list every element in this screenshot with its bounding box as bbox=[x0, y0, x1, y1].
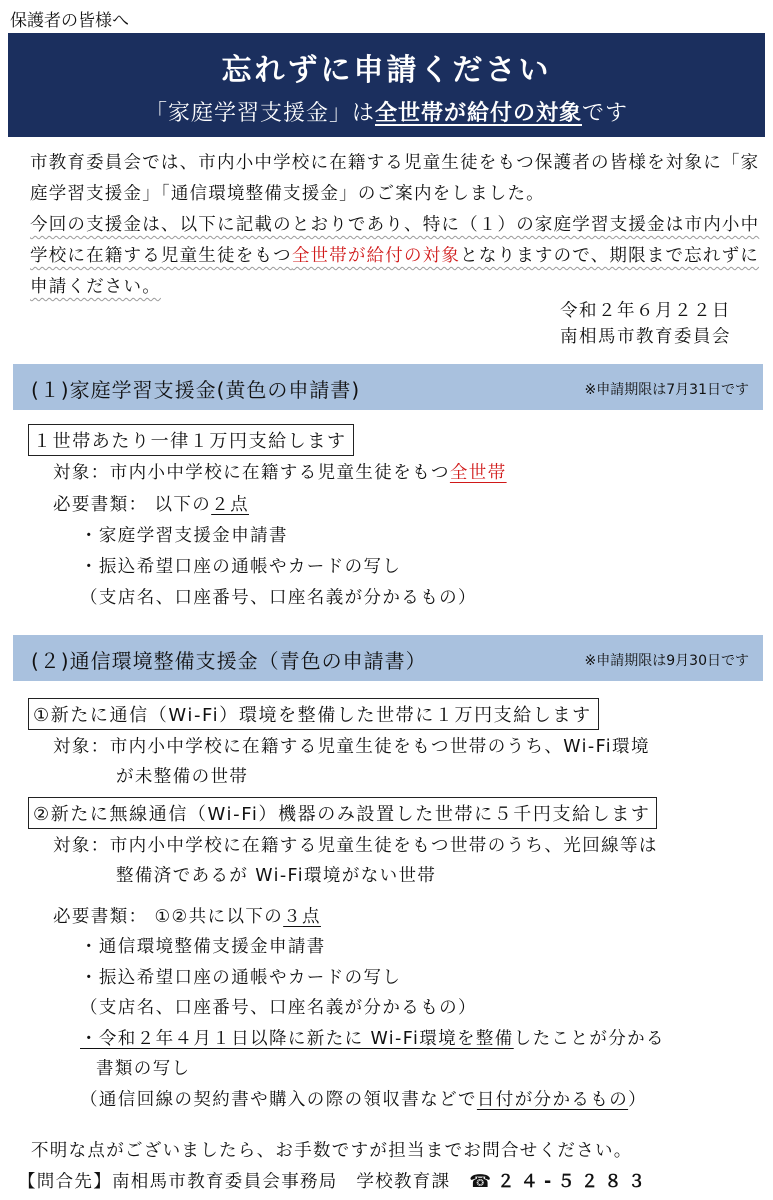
section-1-doc-2: ・振込希望口座の通帳やカードの写し bbox=[80, 557, 402, 577]
section-1-target-text: 市内小中学校に在籍する児童生徒をもつ bbox=[109, 463, 450, 483]
banner-subtitle bbox=[8, 96, 765, 127]
section-2-doc-3-rest: したことが分かる bbox=[513, 1029, 665, 1049]
section-2-target-2-line-2: 整備済であるが Wi-Fi環境がない世帯 bbox=[116, 866, 437, 886]
section-1-docs bbox=[53, 491, 249, 516]
section-2-amount-box-1: ①新たに通信（Wi-Fi）環境を整備した世帯に１万円支給します bbox=[28, 698, 599, 730]
section-1-header bbox=[13, 364, 763, 410]
banner-sub-pre: 「家庭学習支援金」は bbox=[144, 101, 375, 126]
section-2-doc-3-note-underlined: 日付が分かるもの bbox=[476, 1090, 629, 1110]
section-2-doc-3-note bbox=[80, 1086, 647, 1111]
issue-date: 令和２年６月２２日 bbox=[560, 301, 731, 321]
intro-p2-a: 今回の支援金は、以下に記載のとおりであり、特に（１）の家庭学習支援金は市内小中学校に在籍する児童生徒をもつ bbox=[30, 215, 760, 266]
section-1-doc-2-note: （支店名、口座番号、口座名義が分かるもの） bbox=[80, 588, 477, 608]
intro-p2-b: となりますので、期限まで忘れずに申請ください。 bbox=[30, 246, 759, 297]
section-2-target-1-line-1: 市内小中学校に在籍する児童生徒をもつ世帯のうち、Wi-Fi環境 bbox=[109, 737, 650, 757]
intro-text bbox=[12, 148, 762, 303]
section-1-title: (１)家庭学習支援金(黄色の申請書) bbox=[31, 378, 361, 402]
section-2-target-1-label: 対象： bbox=[53, 737, 110, 757]
section-1-deadline: ※申請期限は7月31日です bbox=[584, 382, 749, 398]
section-1-doc-1: ・家庭学習支援金申請書 bbox=[80, 526, 288, 546]
banner-sub-post: です bbox=[582, 101, 629, 126]
banner-title: 忘れずに申請ください bbox=[221, 53, 552, 88]
intro-p2-red: 全世帯が給付の対象 bbox=[291, 246, 461, 266]
section-2-deadline: ※申請期限は9月30日です bbox=[584, 653, 749, 669]
banner-sub-strong: 全世帯が給付の対象 bbox=[374, 101, 582, 126]
section-2-doc-3 bbox=[80, 1025, 665, 1050]
section-2-header bbox=[13, 635, 763, 681]
section-2-title: (２)通信環境整備支援金（青色の申請書） bbox=[31, 649, 427, 673]
section-1-target-label: 対象： bbox=[53, 463, 110, 483]
section-2-amount-box-2: ②新たに無線通信（Wi-Fi）機器のみ設置した世帯に５千円支給します bbox=[28, 797, 657, 829]
section-2-docs-pre: ①②共に以下の bbox=[154, 907, 284, 927]
section-2-target-2-label: 対象： bbox=[53, 836, 110, 856]
section-1-target bbox=[53, 459, 507, 484]
section-2-doc-3-line-2: 書類の写し bbox=[96, 1059, 191, 1079]
section-2-doc-2-note: （支店名、口座番号、口座名義が分かるもの） bbox=[80, 998, 477, 1018]
section-2-target-1 bbox=[53, 733, 650, 758]
issuer-org: 南相馬市教育委員会 bbox=[560, 327, 731, 347]
section-1-docs-pre: 以下の bbox=[154, 495, 212, 515]
greeting: 保護者の皆様へ bbox=[10, 11, 129, 31]
footer-question: 不明な点がございましたら、お手数ですが担当までお問合せください。 bbox=[31, 1141, 633, 1161]
section-2-target-1-line-2: が未整備の世帯 bbox=[116, 767, 249, 787]
section-2-doc-3-note-post: ） bbox=[628, 1090, 648, 1110]
section-2-doc-1: ・通信環境整備支援金申請書 bbox=[80, 937, 326, 957]
section-2-target-2-line-1: 市内小中学校に在籍する児童生徒をもつ世帯のうち、光回線等は bbox=[109, 836, 658, 856]
header-banner bbox=[8, 33, 765, 137]
section-1-docs-label: 必要書類： bbox=[53, 495, 148, 515]
section-2-doc-3-underlined: ・令和２年４月１日以降に新たに Wi-Fi環境を整備 bbox=[80, 1029, 514, 1049]
section-1-docs-count: ２点 bbox=[211, 495, 249, 515]
footer-contact bbox=[18, 1168, 651, 1193]
section-2-target-2 bbox=[53, 832, 658, 857]
section-2-doc-3-note-pre: （通信回線の契約書や購入の際の領収書などで bbox=[80, 1090, 477, 1110]
section-2-docs bbox=[53, 903, 321, 928]
footer-contact-label: 【問合先】南相馬市教育委員会事務局 学校教育課 bbox=[18, 1172, 451, 1192]
section-1-amount-box: １世帯あたり一律１万円支給します bbox=[28, 424, 354, 456]
section-2-doc-2: ・振込希望口座の通帳やカードの写し bbox=[80, 968, 402, 988]
section-1-target-red: 全世帯 bbox=[449, 463, 507, 483]
section-2-docs-count: ３点 bbox=[283, 907, 321, 927]
intro-paragraph-2 bbox=[12, 210, 762, 303]
footer-phone: ☎２４-５２８３ bbox=[469, 1172, 652, 1192]
intro-paragraph-1: 市教育委員会では、市内小中学校に在籍する児童生徒をもつ保護者の皆様を対象に「家庭学習支援金」「通信環境整備支援金」のご案内をしました。 bbox=[30, 153, 760, 204]
section-2-docs-label: 必要書類： bbox=[53, 907, 148, 927]
